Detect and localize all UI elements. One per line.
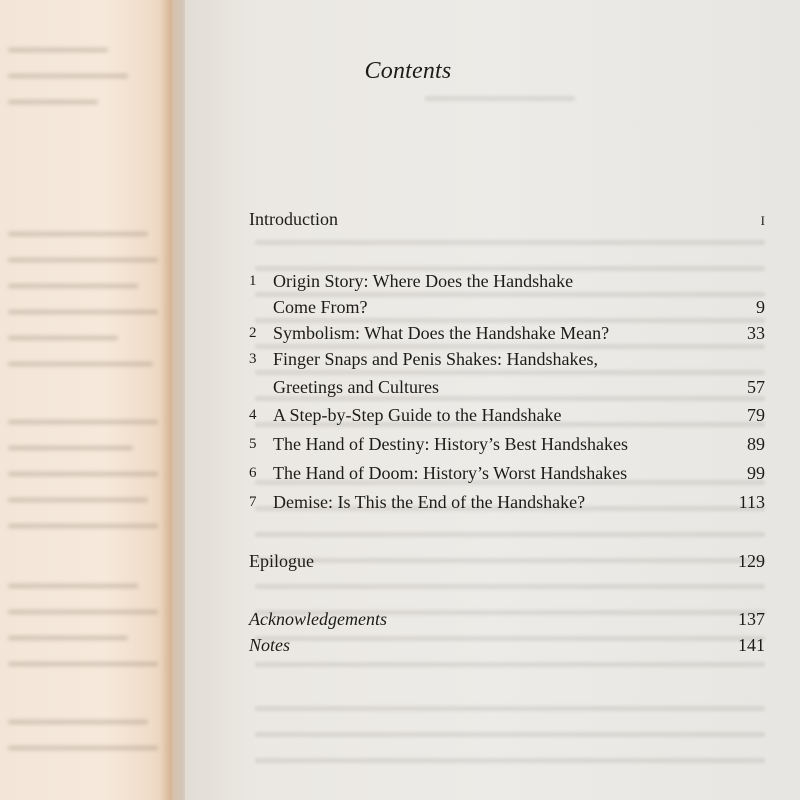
toc-entry-title: The Hand of Destiny: History’s Best Handshakes [273, 434, 628, 454]
toc-entry-title-continued: Come From? [273, 297, 368, 317]
toc-entry-title: Introduction [249, 209, 338, 229]
chapter-number: 2 [249, 325, 257, 341]
blurred-left-page-text [0, 0, 172, 800]
toc-entry-title: Notes [249, 635, 291, 655]
contents-heading: Contents [364, 58, 452, 84]
toc-entry-page: 9 [756, 297, 765, 317]
toc-entry-title: The Hand of Doom: History’s Worst Handshakes [273, 463, 628, 483]
left-facing-page [0, 0, 172, 800]
toc-entry-chapter-1[interactable] [249, 268, 765, 294]
toc-entry-chapter-1-continued[interactable] [249, 294, 765, 320]
toc-entry-title: A Step-by-Step Guide to the Handshake [273, 405, 562, 425]
toc-entry-title: Symbolism: What Does the Handshake Mean? [273, 323, 610, 343]
toc-entry-page: 113 [738, 492, 765, 512]
toc-entry-title: Demise: Is This the End of the Handshake? [273, 492, 586, 512]
toc-entry-title: Finger Snaps and Penis Shakes: Handshakes, [273, 349, 598, 369]
toc-entry-chapter-7[interactable] [249, 489, 765, 515]
toc-entry-chapter-4[interactable] [249, 402, 765, 428]
toc-entry-page: 137 [738, 609, 765, 629]
toc-entry-chapter-2[interactable] [249, 320, 765, 346]
toc-entry-title: Epilogue [249, 551, 314, 571]
toc-entry-page: 89 [747, 434, 765, 454]
toc-entry-acknowledgements[interactable] [249, 606, 765, 632]
contents-page [185, 0, 800, 800]
toc-entry-introduction[interactable] [249, 206, 765, 232]
toc-entry-page: i [760, 209, 765, 229]
toc-entry-title: Origin Story: Where Does the Handshake [273, 271, 574, 291]
chapter-number: 1 [249, 273, 257, 289]
chapter-number: 4 [249, 407, 257, 423]
toc-entry-page: 129 [738, 551, 765, 571]
chapter-number: 3 [249, 351, 257, 367]
toc-entry-chapter-3-continued[interactable] [249, 374, 765, 400]
show-through-text [185, 0, 800, 800]
toc-entry-epilogue[interactable] [249, 548, 765, 574]
toc-entry-chapter-6[interactable] [249, 460, 765, 486]
toc-entry-page: 141 [738, 635, 765, 655]
toc-entry-chapter-3[interactable] [249, 346, 765, 372]
chapter-number: 5 [249, 436, 257, 452]
toc-entry-chapter-5[interactable] [249, 431, 765, 457]
chapter-number: 6 [249, 465, 257, 481]
toc-entry-page: 99 [747, 463, 765, 483]
toc-entry-page: 79 [747, 405, 765, 425]
toc-entry-title-continued: Greetings and Cultures [273, 377, 439, 397]
toc-entry-page: 57 [747, 377, 765, 397]
toc-entry-title: Acknowledgements [249, 609, 387, 629]
toc-entry-notes[interactable] [249, 632, 765, 658]
chapter-number: 7 [249, 494, 257, 510]
toc-entry-page: 33 [747, 323, 765, 343]
